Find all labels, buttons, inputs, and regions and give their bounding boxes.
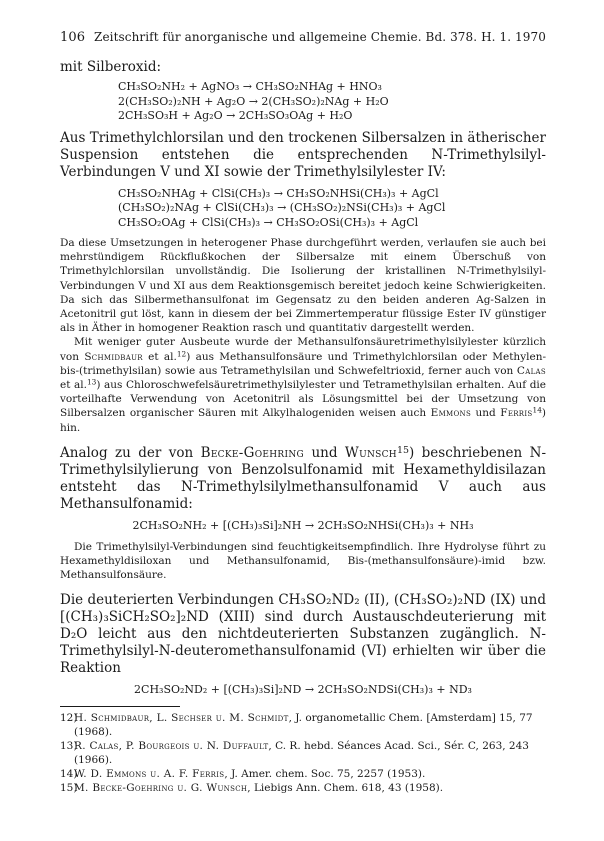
reference-marker: 13	[86, 377, 97, 387]
footnote-number: 14)	[60, 768, 78, 781]
equation: 2(CH₃SO₂)₂NH + Ag₂O → 2(CH₃SO₂)₂NAg + H₂O	[118, 94, 389, 108]
equation: CH₃SO₂NHAg + ClSi(CH₃)₃ → CH₃SO₂NHSi(CH₃)₃ + AgCl	[118, 186, 439, 200]
footnote-authors: R. Calas, P. Bourgeois u. N. Duffault	[74, 740, 269, 753]
footnote	[60, 781, 546, 795]
text-span: Mit weniger guter Ausbeute wurde der Methansulfonsäuretrimethylsilylester kürzlich von	[60, 336, 546, 363]
footnote-authors: H. Schmidbaur, L. Sechser u. M. Schmidt	[74, 712, 289, 725]
equation: 2CH₃SO₃H + Ag₂O → 2CH₃SO₃OAg + H₂O	[118, 109, 353, 122]
footnote-authors: M. Becke-Goehring u. G. Wunsch	[74, 782, 248, 795]
footnote-number: 13)	[60, 740, 78, 753]
footnotes	[60, 711, 546, 795]
footnote-citation: , J. Amer. chem. Soc. 75, 2257 (1953).	[224, 768, 426, 781]
equation-block-silver-salts	[118, 80, 546, 124]
footnote-authors: W. D. Emmons u. A. F. Ferris	[74, 768, 225, 781]
reference-marker: 12	[176, 349, 187, 359]
text-span: Analog zu der von	[60, 444, 194, 461]
reference-marker: 14	[532, 406, 542, 416]
author-name: Calas	[516, 364, 546, 377]
footnote-number: 12)	[60, 712, 78, 725]
footnote	[60, 767, 546, 781]
page	[60, 30, 546, 795]
small-paragraph-yield	[60, 335, 546, 434]
text-span: ) hin.	[60, 407, 546, 434]
paragraph-trimethylchlorsilan: Aus Trimethylchlorsilan und den trockenen Silbersalzen in ätherischer Suspension entstehen die entsprechenden N-Trimethylsilyl-Verbindungen V und XI sowie der Trimethylsilylester IV:	[60, 129, 546, 180]
footnote-citation: , C. R. hebd. Séances Acad. Sci., Sér. C, 263, 243 (1966).	[74, 740, 529, 767]
footnote-citation: , Liebigs Ann. Chem. 618, 43 (1958).	[247, 782, 444, 795]
text-span: et al.	[148, 350, 177, 363]
author-name: Ferris	[500, 407, 533, 420]
author-name: Emmons	[430, 407, 472, 420]
page-number: 106	[60, 30, 86, 45]
equation: CH₃SO₂OAg + ClSi(CH₃)₃ → CH₃SO₂OSi(CH₃)₃ + AgCl	[118, 215, 419, 229]
footnote-divider	[60, 706, 180, 707]
author-name: Becke-Goehring	[200, 444, 305, 461]
reference-marker: 15	[396, 444, 409, 456]
text-span: und	[475, 407, 496, 420]
footnote-citation: , J. organometallic Chem. [Amsterdam] 15, 77 (1968).	[74, 712, 533, 739]
text-span: ) aus Methansulfonsäure und Trimethylchlorsilan oder Methylen-bis-(trimethylsilan) sowie aus Tetramethylsilan und Schwefeltrioxid, ferner auch von	[60, 350, 547, 377]
text-span: et al.	[60, 379, 87, 392]
author-name: Schmidbaur	[84, 350, 143, 363]
equation: CH₃SO₂NH₂ + AgNO₃ → CH₃SO₂NHAg + HNO₃	[118, 80, 382, 93]
text-span: ) beschriebenen N-Trimethylsilylierung von Benzolsulfonamid mit Hexamethyldisilazan entsteht das N-Trimethylsilylmethansulfonamid V auch aus Methansulfonamid:	[60, 444, 547, 512]
lead-text: mit Silberoxid:	[60, 59, 162, 75]
text-span: und	[311, 444, 338, 461]
footnote-number: 15)	[60, 782, 78, 795]
small-paragraph-hydrolysis: Die Trimethylsilyl-Verbindungen sind feuchtigkeitsempfindlich. Ihre Hydrolyse führt zu Hexamethyldisiloxan und Methansulfonamid, Bis-(methansulfonsäure)-imid bzw. Methansulfonsäure.	[60, 540, 546, 582]
footnote	[60, 711, 546, 739]
equation: (CH₃SO₂)₂NAg + ClSi(CH₃)₃ → (CH₃SO₂)₂NSi(CH₃)₃ + AgCl	[118, 201, 446, 214]
equation-hexamethyldisilazan: 2CH₃SO₂NH₂ + [(CH₃)₃Si]₂NH → 2CH₃SO₂NHSi(CH₃)₃ + NH₃	[132, 518, 474, 532]
footnote	[60, 739, 546, 767]
text-span: ) aus Chloroschwefelsäuretrimethylsilylester und Tetramethylsilan erhalten. Auf die vorteilhafte Verwendung von Acetonitril als Lösungsmittel bei der Umsetzung von Silbersalzen organischer Säuren mit Alkylhalogeniden weisen auch	[60, 379, 546, 420]
journal-title: Zeitschrift für anorganische und allgemeine Chemie. Bd. 378. H. 1. 1970	[94, 30, 546, 44]
small-paragraph-heterogeneous: Da diese Umsetzungen in heterogener Phase durchgeführt werden, verlaufen sie auch bei mehrstündigem Rückflußkochen der Silbersalze mit einem Überschuß von Trimethylchlorsilan unvollständig. Die Isolierung der kristallinen N-Trimethylsilyl-Verbindungen V und XI aus dem Reaktionsgemisch bereitet jedoch keine Schwierigkeiten. Da sich das Silbermethansulfonat im Gegensatz zu den beiden anderen Ag-Salzen in Acetonitril gut löst, kann in diesem der bei Zimmertemperatur flüssige Ester IV günstiger als in Äther in homogener Reaktion rasch und quantitativ dargestellt werden.	[60, 237, 546, 335]
paragraph-deuterated: Die deuterierten Verbindungen CH₃SO₂ND₂ (II), (CH₃SO₂)₂ND (IX) und [(CH₃)₃SiCH₂SO₂]₂ND (XIII) sind durch Austauschdeuterierung mit D₂O leicht aus den nichtdeuterierten Substanzen zugänglich. N-Trimethylsilyl-N-deuteromethansulfonamid (VI) erhielten wir über die Reaktion	[60, 592, 546, 677]
paragraph-analog	[60, 445, 546, 513]
author-name: Wunsch	[344, 444, 397, 461]
equation-deuterated: 2CH₃SO₂ND₂ + [(CH₃)₃Si]₂ND → 2CH₃SO₂NDSi(CH₃)₃ + ND₃	[134, 683, 472, 697]
running-header	[60, 30, 546, 45]
equation-block-silylation	[118, 187, 546, 231]
